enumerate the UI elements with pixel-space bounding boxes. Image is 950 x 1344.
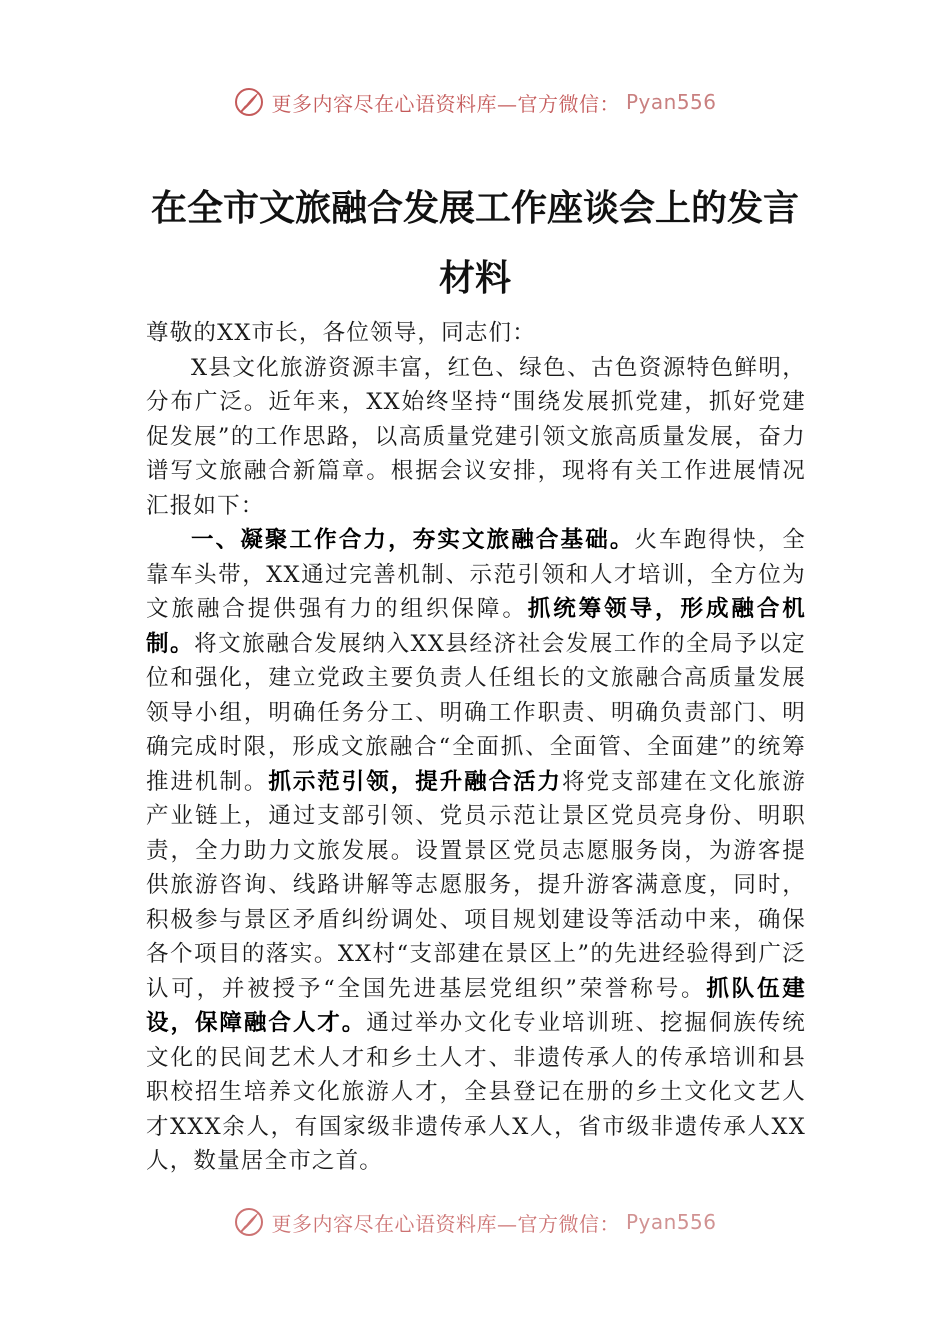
watermark-account: Pyan556 [625,90,717,114]
section-1-text-4: 通过举办文化专业培训班、挖掘侗族传统文化的民间艺术人才和乡土人才、非遗传承人的传承培训和县职校招生培养文化旅游人才，全县登记在册的乡土文化文艺人才XXX余人，有国家级非遗传承人X人，省市级非遗传承人XX人，数量居全市之首。 [146,1010,806,1174]
document-title-line-1: 在全市文旅融合发展工作座谈会上的发言 [150,187,799,229]
section-1-paragraph [146,523,806,1179]
watermark-header [0,82,950,122]
feather-logo-icon [233,1206,265,1238]
subheading-team-building: 抓队伍建设，保障融合人才。 [146,975,806,1036]
watermark-footer [0,1202,950,1242]
section-1-heading: 一、凝聚工作合力，夯实文旅融合基础。 [191,527,635,553]
subheading-demonstration: 抓示范引领，提升融合活力 [268,768,563,795]
salutation: 尊敬的XX市长，各位领导，同志们： [146,320,536,346]
document-body [146,316,806,1179]
section-1-text-1: 火车跑得快，全靠车头带，XX通过完善机制、示范引领和人才培训，全方位为文旅融合提供强有力的组织保障。 [146,527,806,622]
intro-paragraph: X县文化旅游资源丰富，红色、绿色、古色资源特色鲜明，分布广泛。近年来，XX始终坚持“围绕发展抓党建，抓好党建促发展”的工作思路，以高质量党建引领文旅高质量发展，奋力谱写文旅融合新篇章。根据会议安排，现将有关工作进展情况汇报如下： [146,354,806,519]
watermark-text: 更多内容尽在心语资料库—官方微信： [271,1211,620,1236]
subheading-coordination: 抓统筹领导，形成融合机制。 [146,596,806,657]
section-1-text-3: 将党支部建在文化旅游产业链上，通过支部引领、党员示范让景区党员亮身份、明职责，全力助力文旅发展。设置景区党员志愿服务岗，为游客提供旅游咨询、线路讲解等志愿服务，提升游客满意度，同时，积极参与景区矛盾纠纷调处、项目规划建设等活动中来，确保各个项目的落实。XX村“支部建在景区上”的先进经验得到广泛认可，并被授予“全国先进基层党组织”荣誉称号。 [146,768,806,1002]
watermark-text: 更多内容尽在心语资料库—官方微信： [271,91,620,116]
watermark-account: Pyan556 [625,1210,717,1234]
feather-logo-icon [233,86,265,118]
document-title-line-2: 材料 [438,257,511,299]
section-1-text-2: 将文旅融合发展纳入XX县经济社会发展工作的全局予以定位和强化，建立党政主要负责人任组长的文旅融合高质量发展领导小组，明确任务分工、明确工作职责、明确负责部门、明确完成时限，形成文旅融合“全面抓、全面管、全面建”的统筹推进机制。 [146,630,806,795]
